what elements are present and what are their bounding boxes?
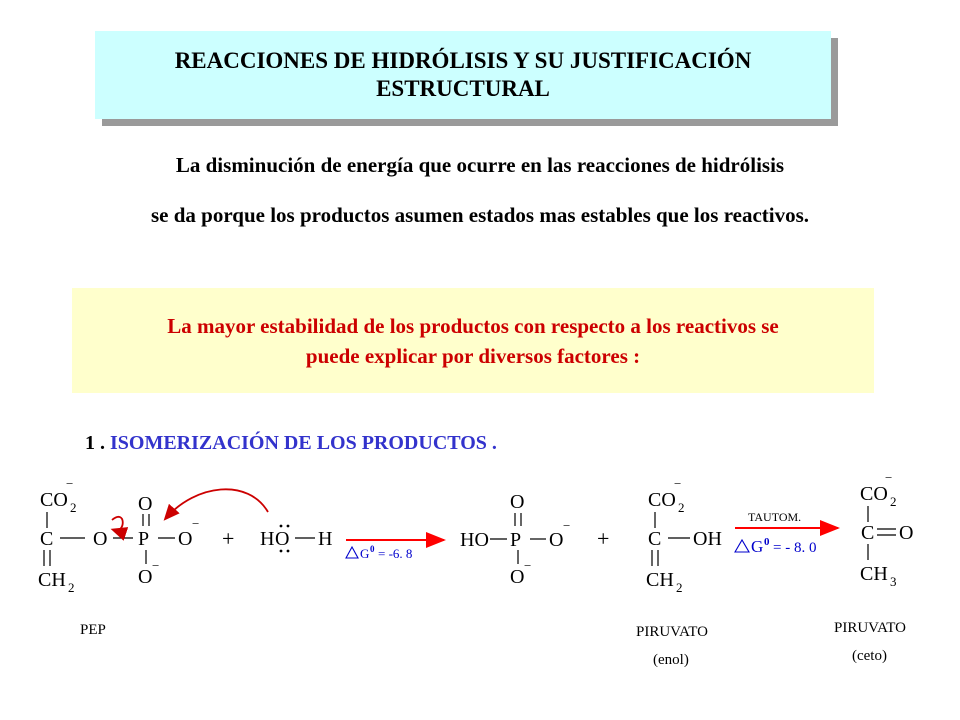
svg-text:O: O <box>899 522 914 544</box>
piruvato-ceto-name: PIRUVATO <box>834 620 906 636</box>
arrow-1-dg <box>346 544 412 561</box>
water-o: O <box>275 528 290 550</box>
svg-text:HO: HO <box>460 529 489 551</box>
svg-text:= -6. 8: = -6. 8 <box>378 546 413 561</box>
svg-text:OH: OH <box>693 528 722 550</box>
delta-icon-1 <box>346 547 358 558</box>
reaction-scheme <box>0 470 960 720</box>
svg-text:H: H <box>260 528 275 550</box>
title-line-2: ESTRUCTURAL <box>376 76 550 101</box>
slide-title <box>155 47 772 103</box>
pep-o-minus: O <box>178 528 193 550</box>
plus-2: + <box>597 526 610 551</box>
intro-line-1: La disminución de energía que ocurre en las reacciones de hidrólisis <box>175 153 785 177</box>
svg-text:G: G <box>751 537 764 556</box>
curved-arrow-small <box>112 517 123 531</box>
title-line-1: REACCIONES DE HIDRÓLISIS Y SU JUSTIFICACIÓN <box>174 48 752 73</box>
piruvato-enol-structure <box>646 476 722 595</box>
pep-o-double: O <box>138 493 153 515</box>
note-box <box>72 288 874 393</box>
pep-o-bottom: O <box>138 566 153 588</box>
piruvato-enol-form: (enol) <box>653 652 689 668</box>
arrow-2-label: TAUTOM. <box>748 510 802 524</box>
curved-arrow-large <box>166 489 268 518</box>
pep-label: PEP <box>80 622 106 638</box>
svg-text:−: − <box>885 470 893 485</box>
svg-text:2: 2 <box>70 500 77 515</box>
section-heading <box>85 432 497 455</box>
svg-text:−: − <box>152 558 160 573</box>
water-structure <box>260 525 332 553</box>
section-title: ISOMERIZACIÓN DE LOS PRODUCTOS . <box>110 432 497 454</box>
svg-text:2: 2 <box>890 494 897 509</box>
svg-text:C: C <box>648 528 662 550</box>
svg-text:H: H <box>318 528 333 550</box>
svg-text:O: O <box>510 491 525 513</box>
piruvato-ceto-form: (ceto) <box>852 648 887 664</box>
note-text <box>147 311 799 371</box>
svg-text:CO: CO <box>648 489 676 511</box>
note-line-2: puede explicar por diversos factores : <box>305 343 641 368</box>
svg-text:−: − <box>66 476 74 491</box>
title-box <box>95 31 831 119</box>
svg-text:O: O <box>549 529 564 551</box>
svg-text:−: − <box>563 518 571 533</box>
svg-text:= - 8. 0: = - 8. 0 <box>773 540 817 556</box>
svg-text:CO: CO <box>860 483 888 505</box>
svg-text:2: 2 <box>676 580 683 595</box>
svg-text:0: 0 <box>370 544 375 554</box>
svg-text:−: − <box>674 476 682 491</box>
svg-text:−: − <box>192 516 200 531</box>
arrow-2-dg <box>735 536 816 556</box>
plus-1: + <box>222 526 235 551</box>
svg-text:−: − <box>524 558 532 573</box>
section-number: 1 . <box>85 432 105 454</box>
svg-text:CH: CH <box>860 563 888 585</box>
svg-text:G: G <box>360 546 370 561</box>
note-line-1: La mayor estabilidad de los productos con respecto a los reactivos se <box>167 313 779 338</box>
pep-o-bridge: O <box>93 528 108 550</box>
intro-line-2: se da porque los productos asumen estados mas estables que los reactivos. <box>150 203 810 227</box>
pep-structure <box>38 476 199 595</box>
svg-text:O: O <box>510 566 525 588</box>
svg-text:C: C <box>861 522 875 544</box>
svg-text:3: 3 <box>890 574 897 589</box>
delta-icon-2 <box>735 540 749 552</box>
phosphate-p: P <box>510 529 522 551</box>
svg-text:2: 2 <box>68 580 75 595</box>
phosphate-structure <box>460 491 570 588</box>
pep-p: P <box>138 528 150 550</box>
piruvato-enol-name: PIRUVATO <box>636 624 708 640</box>
piruvato-ceto-structure <box>860 470 913 589</box>
pep-co2: CO <box>40 489 68 511</box>
pep-c: C <box>40 528 54 550</box>
pep-ch2: CH <box>38 569 66 591</box>
svg-text:2: 2 <box>678 500 685 515</box>
svg-text:0: 0 <box>764 536 770 548</box>
svg-text:CH: CH <box>646 569 674 591</box>
